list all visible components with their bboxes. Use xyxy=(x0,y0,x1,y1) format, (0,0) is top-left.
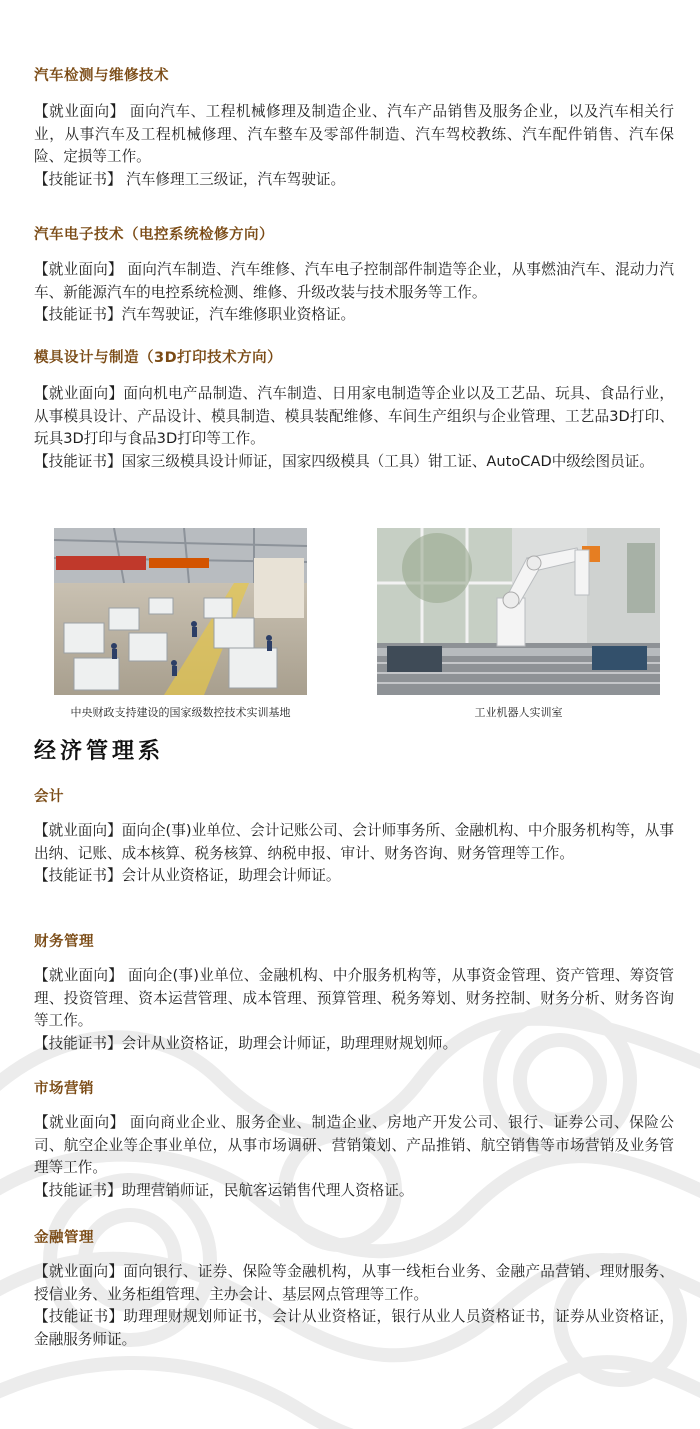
major-title: 模具设计与制造（3D打印技术方向） xyxy=(34,350,283,366)
certificate-text: 【技能证书】汽车驾驶证，汽车维修职业资格证。 xyxy=(34,306,356,323)
certificate-text: 【技能证书】国家三级模具设计师证，国家四级模具（工具）钳工证、AutoCAD中级绘图员证。 xyxy=(34,452,654,470)
certificate-text: 【技能证书】会计从业资格证，助理会计师证，助理理财规划师。 xyxy=(34,1034,458,1052)
major-title: 汽车电子技术（电控系统检修方向） xyxy=(34,227,274,243)
employment-text: 【就业面向】面向企(事)业单位、会计记账公司、会计师事务所、金融机构、中介服务机构等，从事出纳、记账、成本核算、税务核算、纳税申报、审计、财务咨询、财务管理等工作。 xyxy=(34,822,674,862)
department-title: 经济管理系 xyxy=(34,739,165,764)
major-title: 金融管理 xyxy=(34,1230,94,1246)
employment-text: 【就业面向】 面向企(事)业单位、金融机构、中介服务机构等，从事资金管理、资产管理、筹资管理、投资管理、资本运营管理、成本管理、预算管理、税务筹划、财务控制、财务分析、财务咨询等工作。 xyxy=(34,967,674,1029)
certificate-text: 【技能证书】 汽车修理工三级证，汽车驾驶证。 xyxy=(34,170,346,188)
major-title: 财务管理 xyxy=(34,934,94,950)
employment-text: 【就业面向】 面向汽车、工程机械修理及制造企业、汽车产品销售及服务企业，以及汽车相关行业，从事汽车及工程机械修理、汽车整车及零部件制造、汽车驾校教练、汽车配件销售、汽车保险、定损等工作。 xyxy=(34,103,674,165)
major-description xyxy=(34,101,674,191)
employment-text: 【就业面向】面向机电产品制造、汽车制造、日用家电制造等企业以及工艺品、玩具、食品行业，从事模具设计、产品设计、模具制造、模具装配维修、车间生产组织与企业管理、工艺品3D打印、玩具3D打印与食品3D打印等工作。 xyxy=(34,385,674,447)
employment-text: 【就业面向】 面向商业企业、服务企业、制造企业、房地产开发公司、银行、证券公司、保险公司、航空企业等企事业单位，从事市场调研、营销策划、产品推销、航空销售等市场营销及业务管理等工作。 xyxy=(34,1114,674,1176)
major-description xyxy=(34,820,674,888)
major-description xyxy=(34,259,674,327)
major-description xyxy=(34,1112,674,1202)
photo-caption: 工业机器人实训室 xyxy=(474,706,563,719)
cnc-training-base-photo xyxy=(54,528,307,695)
major-title: 汽车检测与维修技术 xyxy=(34,68,169,84)
certificate-text: 【技能证书】会计从业资格证，助理会计师证。 xyxy=(34,867,341,884)
major-title: 市场营销 xyxy=(34,1081,94,1097)
major-description xyxy=(34,965,674,1055)
industrial-robot-lab-photo xyxy=(377,528,660,695)
employment-text: 【就业面向】面向银行、证券、保险等金融机构，从事一线柜台业务、金融产品营销、理财服务、授信业务、业务柜组管理、主办会计、基层网点管理等工作。 xyxy=(34,1263,674,1303)
major-description xyxy=(34,1261,674,1351)
major-description xyxy=(34,383,674,473)
employment-text: 【就业面向】 面向汽车制造、汽车维修、汽车电子控制部件制造等企业，从事燃油汽车、混动力汽车、新能源汽车的电控系统检测、维修、升级改装与技术服务等工作。 xyxy=(34,261,674,301)
certificate-text: 【技能证书】助理营销师证，民航客运销售代理人资格证。 xyxy=(34,1181,414,1199)
major-title: 会计 xyxy=(34,789,64,805)
photo-caption: 中央财政支持建设的国家级数控技术实训基地 xyxy=(70,706,291,719)
certificate-text: 【技能证书】助理理财规划师证书，会计从业资格证，银行从业人员资格证书，证券从业资格证，金融服务师证。 xyxy=(34,1308,674,1348)
